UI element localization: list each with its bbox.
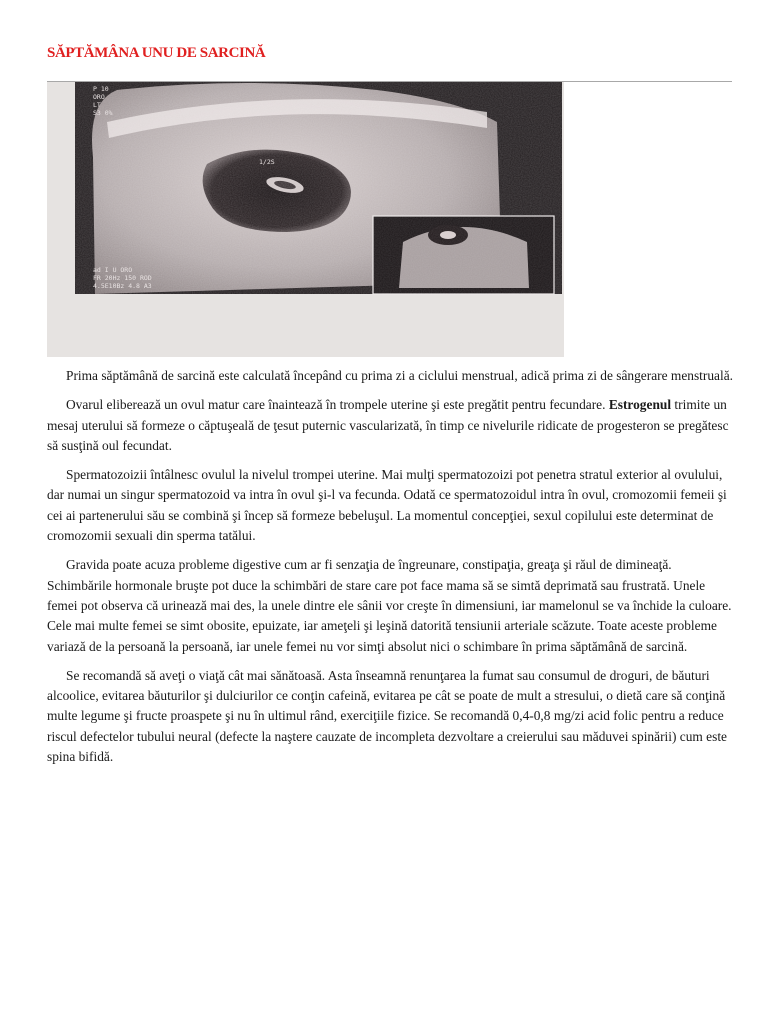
overlay-text-top: LT	[93, 101, 101, 109]
estrogen-term: Estrogenul	[608, 397, 672, 413]
page-title: SĂPTĂMÂNA UNU DE SARCINĂ	[47, 45, 266, 61]
article-body	[47, 366, 737, 776]
overlay-text-top: S3 0%	[93, 109, 113, 117]
paragraph	[47, 395, 737, 456]
embryo-label: 1/2S	[259, 158, 275, 166]
paragraph: Spermatozoizii întâlnesc ovulul la nivelul trompei uterine. Mai mulţi spermatozoizi pot penetra stratul exterior al ovulului, dar numai un singur spermatozoid va intra în ovul şi-l va fecunda. Odată ce spermatozoidul intra în ovul, cromozomii femeii şi cei ai partenerului său se combină şi încep să formeze bebeluşul. La momentul concepţiei, sexul copilului este determinat de cromozomii sexuali din sperma tatălui.	[47, 467, 727, 544]
paragraph: Se recomandă să aveţi o viaţă cât mai sănătoasă. Asta înseamnă renunţarea la fumat sau consumul de droguri, de băuturi alcoolice, evitarea băuturilor şi dulciurilor ce conţin cafeină, evitarea pe cât se poate de mult a stresului, o dietă care să conţină multe legume şi fructe proaspete şi nu în ultimul rând, exerciţiile fizice. Se recomandă 0,4-0,8 mg/zi acid folic pentru a reduce riscul defectelor tubului neural (defecte la naştere cauzate de incompleta dezvoltare a creierului sau măduvei spinării) cum este spina bifidă.	[47, 667, 727, 765]
overlay-text-top: P 10	[93, 85, 109, 93]
overlay-text-bottom: ad I U ORO	[93, 266, 133, 274]
paragraph-text: trimite un mesaj uterului să formeze o căptuşeală de ţesut puternic vascularizată, în timp ce nivelurile ridicate de progesteron se pregătesc să susţină oul fecundat.	[47, 397, 729, 453]
ultrasound-image	[47, 82, 564, 357]
paragraph: Prima săptămână de sarcină este calculată începând cu prima zi a ciclului menstrual, adică prima zi de sângerare menstruală.	[66, 368, 733, 383]
overlay-text-bottom: FR 20Hz 150 ROD	[93, 274, 152, 282]
overlay-text-top: ORO	[93, 93, 105, 101]
paragraph: Gravida poate acuza probleme digestive cum ar fi senzaţia de îngreunare, constipaţia, greaţa şi răul de dimineaţă. Schimbările hormonale bruşte pot duce la schimbări de stare care pot face mama să se simtă deprimată sau frustrată. Unele femei pot observa că urinează mai des, la unele dintre ele sânii vor creşte în dimensiuni, iar mamelonul se va închide la culoare. Cele mai multe femei se simt obosite, epuizate, iar ameţeli şi leşină datorită tensiunii arteriale scăzute. Toate aceste probleme variază de la persoană la persoană, iar unele femei nu vor simţi absolut nici o schimbare în prima săptămână de sarcină.	[47, 557, 732, 654]
paragraph-text: Ovarul eliberează un ovul matur care înaintează în trompele uterine şi este pregătit pentru fecundare.	[66, 397, 609, 413]
overlay-text-bottom: 4.5E10Bz 4.8 A3	[93, 282, 152, 290]
